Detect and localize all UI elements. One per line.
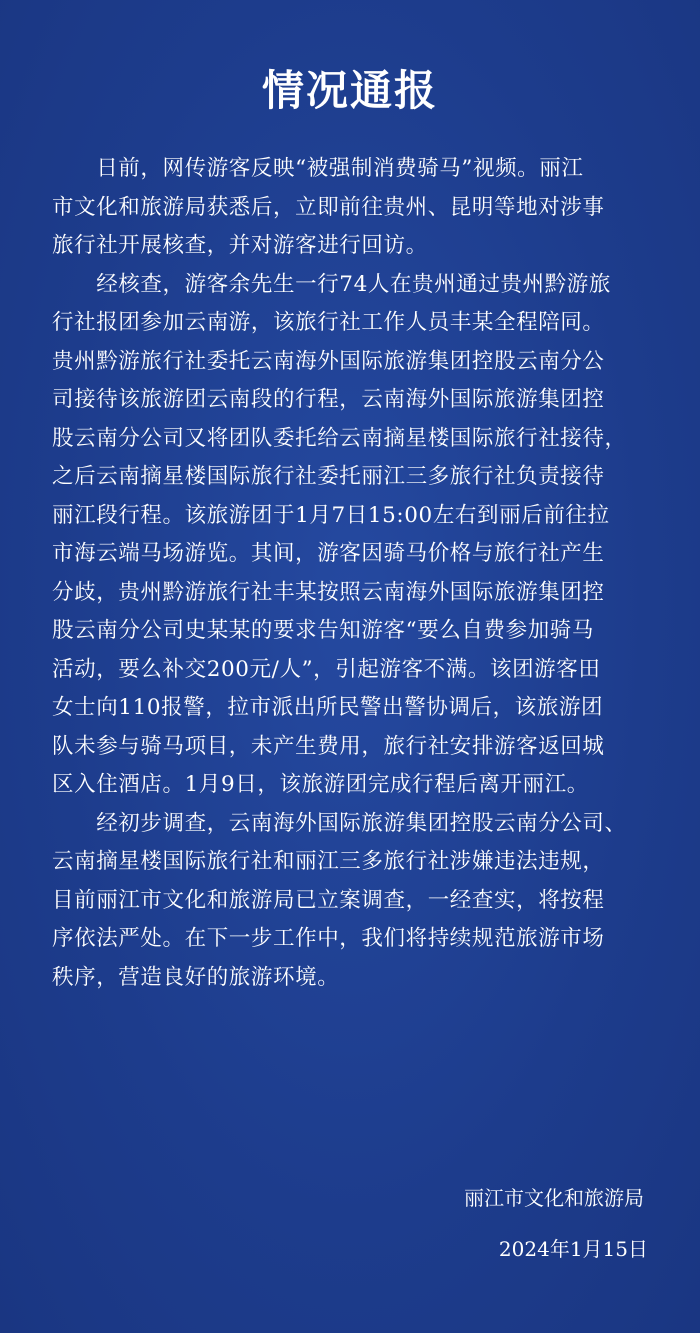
issuer-signature: 丽江市文化和旅游局 <box>464 1186 644 1210</box>
body-line: 女士向110报警，拉市派出所民警出警协调后，该旅游团 <box>52 695 604 720</box>
body-line: 活动，要么补交200元/人”，引起游客不满。该团游客田 <box>52 656 601 682</box>
body-line: 行社报团参加云南游，该旅行社工作人员丰某全程陪同。 <box>52 310 605 335</box>
body-line: 目前丽江市文化和旅游局已立案调查，一经查实，将按程 <box>52 887 605 913</box>
body-line: 丽江段行程。该旅游团于1月7日15:00左右到丽后前往拉 <box>52 502 610 528</box>
body-line: 之后云南摘星楼国际旅行社委托丽江三多旅行社负责接待 <box>52 464 605 489</box>
body-line: 日前，网传游客反映“被强制消费骑马”视频。丽江 <box>52 156 584 181</box>
body-line: 股云南分公司史某某的要求告知游客“要么自费参加骑马 <box>52 618 594 643</box>
body-line: 司接待该旅游团云南段的行程，云南海外国际旅游集团控 <box>52 387 605 412</box>
body-line: 经初步调查，云南海外国际旅游集团控股云南分公司、 <box>52 810 627 836</box>
body-line: 经核查，游客余先生一行74人在贵州通过贵州黔游旅 <box>52 271 611 297</box>
body-line: 市文化和旅游局获悉后，立即前往贵州、昆明等地对涉事 <box>52 194 605 220</box>
body-line: 市海云端马场游览。其间，游客因骑马价格与旅行社产生 <box>52 541 605 566</box>
body-line: 云南摘星楼国际旅行社和丽江三多旅行社涉嫌违法违规， <box>52 849 605 874</box>
body-line: 股云南分公司又将团队委托给云南摘星楼国际旅行社接待， <box>52 425 627 451</box>
page-title: 情况通报 <box>261 66 438 115</box>
body-line: 分歧，贵州黔游旅行社丰某按照云南海外国际旅游集团控 <box>52 579 605 605</box>
body-line: 序依法严处。在下一步工作中，我们将持续规范旅游市场 <box>52 926 605 951</box>
body-line: 秩序，营造良好的旅游环境。 <box>52 964 340 990</box>
body-line: 区入住酒店。1月9日，该旅游团完成行程后离开丽江。 <box>52 772 589 797</box>
notice-body <box>52 150 652 997</box>
issue-date: 2024年1月15日 <box>498 1237 648 1261</box>
body-line: 队未参与骑马项目，未产生费用，旅行社安排游客返回城 <box>52 733 605 759</box>
body-line: 旅行社开展核查，并对游客进行回访。 <box>52 233 428 258</box>
body-line: 贵州黔游旅行社委托云南海外国际旅游集团控股云南分公 <box>52 348 605 374</box>
